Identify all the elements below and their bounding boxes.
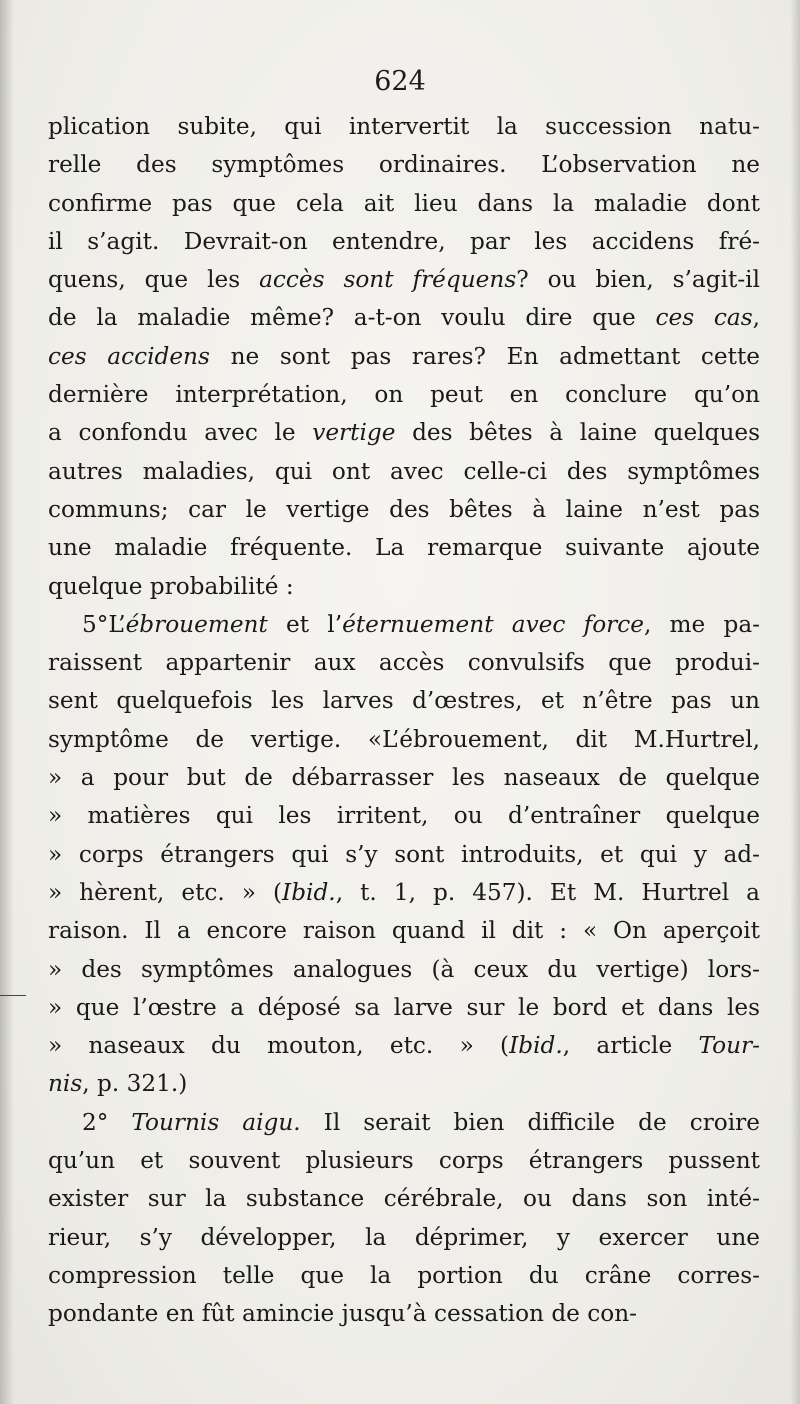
text-run: , t. 1, p. 457). Et M. Hurtrel a (335, 878, 760, 906)
text-line (48, 223, 760, 261)
text-run: autres maladies, qui ont avec celle-ci des symptômes (48, 457, 760, 485)
text-run: raison. Il a encore raison quand il dit : « On aperçoit (48, 917, 760, 945)
text-line (48, 299, 760, 337)
text-run: rieur, s’y développer, la déprimer, y exercer une (48, 1223, 760, 1251)
text-line (48, 453, 760, 491)
body-text (48, 108, 760, 1334)
italic-text: Tour- (698, 1032, 760, 1060)
text-line (48, 376, 760, 414)
text-line (48, 108, 760, 146)
text-run: relle des symptômes ordinaires. L’observation ne (48, 151, 760, 179)
text-line (48, 185, 760, 223)
italic-text: Ibid. (282, 878, 336, 906)
text-line (48, 1104, 760, 1142)
italic-text: accès sont fréquens (259, 266, 517, 294)
italic-text: ébrouement (125, 610, 268, 638)
italic-text: ces cas (655, 304, 753, 332)
text-run: qu’un et souvent plusieurs corps étrangers pussent (48, 1147, 760, 1175)
italic-text: vertige (312, 419, 396, 447)
italic-text: Tournis aigu. (131, 1108, 301, 1136)
text-run: confirme pas que cela ait lieu dans la maladie dont (48, 189, 760, 217)
text-run: 2° (82, 1108, 132, 1136)
text-line (48, 874, 760, 912)
text-line (48, 721, 760, 759)
text-run: pondante en fût amincie jusqu’à cessation de con- (48, 1300, 637, 1328)
text-run: raissent appartenir aux accès convulsifs que produi- (48, 649, 760, 677)
text-run: communs; car le vertige des bêtes à laine n’est pas (48, 495, 760, 523)
text-run: , (752, 304, 760, 332)
text-line (48, 951, 760, 989)
text-run: Il serait bien difficile de croire (300, 1108, 760, 1136)
text-line (48, 1180, 760, 1218)
text-line (48, 414, 760, 452)
text-line (48, 1257, 760, 1295)
italic-text: ces accidens (48, 342, 210, 370)
text-run: des bêtes à laine quelques (395, 419, 760, 447)
text-run: compression telle que la portion du crâne corres- (48, 1261, 760, 1289)
text-run: » corps étrangers qui s’y sont introduits, et qui y ad- (48, 840, 760, 868)
text-line (48, 759, 760, 797)
text-line (48, 1219, 760, 1257)
text-run: » naseaux du mouton, etc. » ( (48, 1032, 510, 1060)
text-run: il s’agit. Devrait-on entendre, par les accidens fré- (48, 227, 760, 255)
text-line (48, 797, 760, 835)
text-line (48, 529, 760, 567)
text-run: , p. 321.) (82, 1070, 188, 1098)
text-run: 5°L’ (82, 610, 126, 638)
text-run: , article (562, 1032, 699, 1060)
italic-text: Ibid. (509, 1032, 563, 1060)
text-run: » que l’œstre a déposé sa larve sur le bord et dans les (48, 993, 760, 1021)
text-line (48, 1142, 760, 1180)
text-line (48, 1065, 760, 1103)
page-right-shadow (790, 0, 800, 1404)
text-line (48, 568, 760, 606)
text-run: exister sur la substance cérébrale, ou dans son inté- (48, 1185, 760, 1213)
text-run: » a pour but de débarrasser les naseaux de quelque (48, 764, 760, 792)
text-run: une maladie fréquente. La remarque suivante ajoute (48, 534, 760, 562)
text-line (48, 491, 760, 529)
text-line (48, 836, 760, 874)
page-number: 624 (374, 66, 426, 97)
text-run: et l’ (267, 610, 343, 638)
text-run: quelque probabilité : (48, 572, 294, 600)
text-line (48, 644, 760, 682)
text-run: sent quelquefois les larves d’œstres, et n’être pas un (48, 687, 760, 715)
text-run: plication subite, qui intervertit la succession natu- (48, 113, 760, 140)
italic-text: éternuement avec force (342, 610, 644, 638)
text-line (48, 1027, 760, 1065)
text-line (48, 682, 760, 720)
page-left-shadow (0, 0, 14, 1404)
text-line (48, 606, 760, 644)
text-run: de la maladie même? a-t-on voulu dire que (48, 304, 656, 332)
text-run: quens, que les (48, 266, 260, 294)
text-run: dernière interprétation, on peut en conclure qu’on (48, 381, 760, 409)
text-run: ? ou bien, s’agit-il (516, 266, 760, 294)
text-line (48, 989, 760, 1027)
text-run: » hèrent, etc. » ( (48, 878, 283, 906)
italic-text: nis (48, 1070, 83, 1098)
text-run: symptôme de vertige. «L’ébrouement, dit M.Hurtrel, (48, 725, 760, 753)
text-line (48, 338, 760, 376)
text-line (48, 1295, 760, 1333)
margin-mark (0, 995, 26, 996)
text-line (48, 146, 760, 184)
text-line (48, 912, 760, 950)
text-run: ne sont pas rares? En admettant cette (209, 342, 760, 370)
text-run: » des symptômes analogues (à ceux du vertige) lors- (48, 955, 760, 983)
text-run: a confondu avec le (48, 419, 313, 447)
text-line (48, 261, 760, 299)
text-run: , me pa- (643, 610, 760, 638)
text-run: » matières qui les irritent, ou d’entraîner quelque (48, 802, 760, 830)
